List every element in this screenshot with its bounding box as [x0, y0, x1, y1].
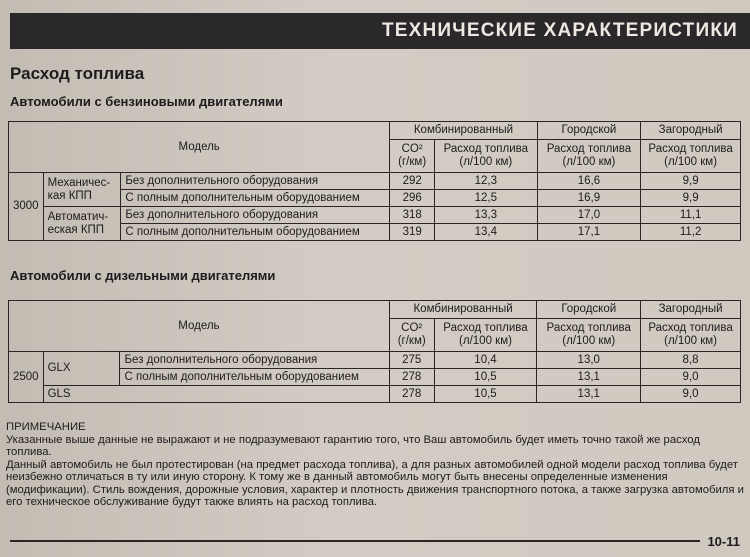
highway-header: Загородный: [641, 301, 741, 319]
co2-label: CO²: [401, 143, 423, 155]
section-banner: [10, 13, 750, 49]
highway-fuel-subheader: [641, 319, 741, 352]
city-cell: 13,0: [537, 352, 641, 369]
fuel-unit: (л/100 км): [562, 156, 616, 168]
page-number: 10-11: [707, 534, 740, 549]
fuel-unit: (л/100 км): [459, 156, 513, 168]
combined-header: Комбинированный: [390, 122, 537, 140]
city-cell: 16,9: [537, 190, 641, 207]
gearbox-cell: [43, 173, 121, 207]
highway-cell: 9,0: [641, 369, 741, 386]
combined-cell: 10,4: [434, 352, 537, 369]
page-title: Расход топлива: [10, 64, 145, 83]
equipment-cell: Без дополнительного оборудования: [121, 173, 390, 190]
highway-cell: 11,2: [641, 224, 741, 241]
combined-header: Комбинированный: [389, 301, 537, 319]
gearbox-line: Автоматич-: [47, 210, 109, 223]
banner-title: ТЕХНИЧЕСКИЕ ХАРАКТЕРИСТИКИ: [381, 20, 738, 41]
city-fuel-subheader: [537, 319, 641, 352]
combined-cell: 13,4: [435, 224, 538, 241]
equipment-cell: Без дополнительного оборудования: [121, 207, 390, 224]
trim-cell: GLX: [43, 352, 120, 386]
combined-fuel-subheader: [434, 319, 537, 352]
co2-subheader: [389, 319, 434, 352]
gearbox-line: еская КПП: [47, 223, 105, 236]
equipment-cell: С полным дополнительным оборудованием: [121, 224, 390, 241]
petrol-fuel-table: [8, 121, 741, 241]
fuel-label: Расход топлива: [546, 322, 631, 334]
table-row: [9, 173, 741, 190]
note-paragraph: Указанные выше данные не выражают и не подразумевают гарантию того, что Ваш автомобиль будет иметь точно такой же расход топлива.: [6, 433, 700, 458]
highway-cell: 9,9: [641, 190, 741, 207]
city-cell: 16,6: [537, 173, 641, 190]
diesel-fuel-table: [8, 300, 741, 403]
engine-cell: 2500: [9, 352, 44, 403]
city-fuel-subheader: [537, 140, 641, 173]
engine-cell: 3000: [9, 173, 44, 241]
highway-cell: 9,9: [641, 173, 741, 190]
city-cell: 17,0: [537, 207, 641, 224]
highway-fuel-subheader: [641, 140, 741, 173]
co2-cell: 296: [390, 190, 435, 207]
co2-subheader: [390, 140, 435, 173]
city-header: Городской: [537, 301, 641, 319]
fuel-unit: (л/100 км): [459, 335, 512, 347]
combined-cell: 10,5: [434, 386, 537, 403]
city-cell: 13,1: [537, 386, 641, 403]
co2-cell: 318: [390, 207, 435, 224]
equipment-cell: Без дополнительного оборудования: [120, 352, 389, 369]
city-header: Городской: [537, 122, 641, 140]
fuel-unit: (л/100 км): [664, 335, 717, 347]
highway-cell: 9,0: [641, 386, 741, 403]
petrol-subtitle: Автомобили с бензиновыми двигателями: [10, 94, 283, 109]
equipment-cell: С полным дополнительным оборудованием: [121, 190, 390, 207]
note-block: [6, 421, 746, 509]
equipment-cell: С полным дополнительным оборудованием: [120, 369, 389, 386]
gearbox-cell: [43, 207, 121, 241]
model-header: Модель: [9, 122, 390, 173]
table-row: [9, 352, 741, 369]
gearbox-line: кая КПП: [47, 189, 92, 202]
fuel-label: Расход топлива: [443, 322, 528, 334]
city-cell: 17,1: [537, 224, 641, 241]
combined-cell: 12,3: [435, 173, 538, 190]
combined-cell: 13,3: [435, 207, 538, 224]
table-row: [9, 207, 741, 224]
fuel-unit: (л/100 км): [664, 156, 718, 168]
model-header: Модель: [9, 301, 390, 352]
highway-header: Загородный: [641, 122, 741, 140]
co2-cell: 319: [390, 224, 435, 241]
fuel-label: Расход топлива: [648, 143, 733, 155]
highway-cell: 8,8: [641, 352, 741, 369]
combined-cell: 10,5: [434, 369, 537, 386]
co2-unit: (г/км): [398, 156, 427, 168]
table-row: [9, 386, 741, 403]
co2-cell: 278: [389, 369, 434, 386]
co2-cell: 292: [390, 173, 435, 190]
fuel-label: Расход топлива: [443, 143, 528, 155]
combined-cell: 12,5: [435, 190, 538, 207]
co2-cell: 275: [389, 352, 434, 369]
note-paragraph: Данный автомобиль не был протестирован (на предмет расхода топлива), а для разных автомобилей одной модели расход топлива будет неизбежно отличаться в ту или иную сторону. К тому же в данный автомобиль могут быть внесены определенные изменения (модификации). Стиль вождения, дорожные условия, характер и плотность движения транспортного потока, а также загрузка автомобиля и его техническое обслуживание будут также влиять на расход топлива.: [6, 458, 744, 508]
note-heading: ПРИМЕЧАНИЕ: [6, 421, 86, 433]
gearbox-line: Механичес-: [47, 176, 111, 189]
co2-cell: 278: [389, 386, 434, 403]
co2-unit: (г/км): [397, 335, 426, 347]
trim-cell: GLS: [43, 386, 389, 403]
combined-fuel-subheader: [435, 140, 538, 173]
highway-cell: 11,1: [641, 207, 741, 224]
city-cell: 13,1: [537, 369, 641, 386]
co2-label: CO²: [401, 322, 423, 334]
footer-divider: [10, 540, 700, 542]
fuel-label: Расход топлива: [648, 322, 733, 334]
diesel-subtitle: Автомобили с дизельными двигателями: [10, 268, 276, 283]
fuel-unit: (л/100 км): [562, 335, 616, 347]
fuel-label: Расход топлива: [546, 143, 632, 155]
